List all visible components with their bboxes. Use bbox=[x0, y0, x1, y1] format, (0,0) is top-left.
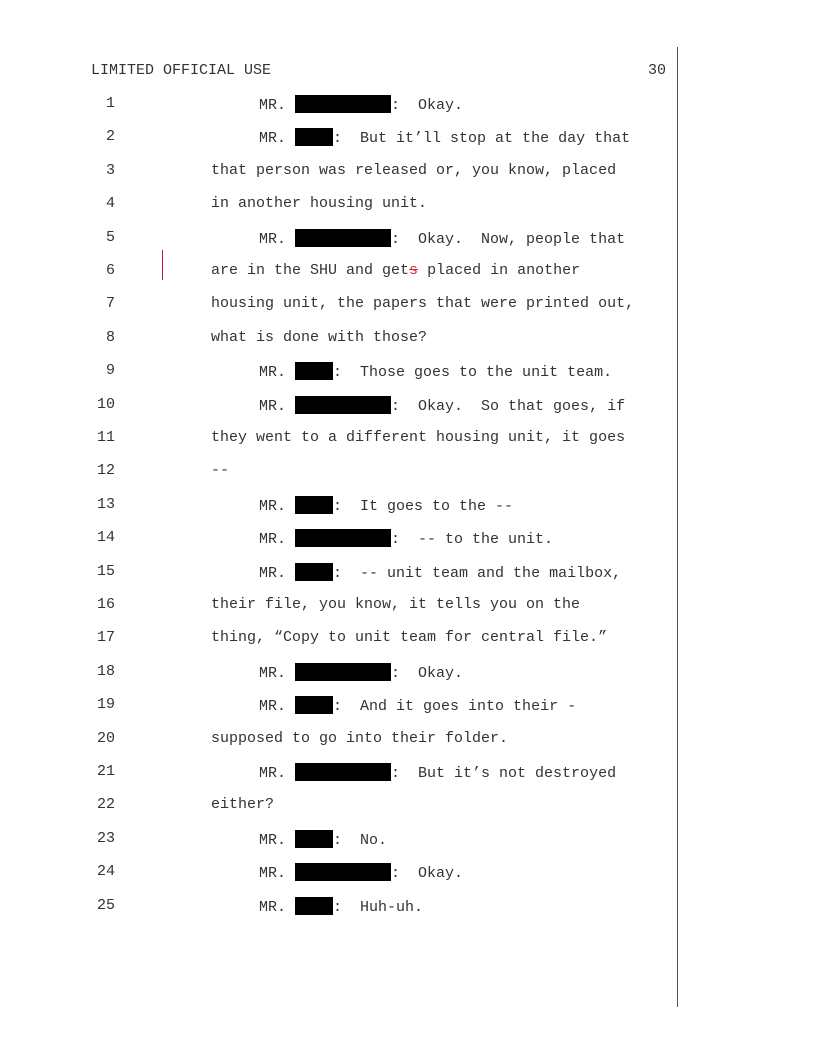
line-number: 14 bbox=[96, 529, 115, 546]
redaction-box bbox=[295, 396, 391, 414]
line-text bbox=[259, 128, 630, 147]
line-text bbox=[259, 696, 576, 715]
speaker-label: MR. bbox=[259, 832, 287, 849]
transcript-line bbox=[0, 763, 816, 783]
speaker-label: MR. bbox=[259, 899, 287, 916]
utterance-text: : No. bbox=[333, 832, 388, 849]
line-number: 7 bbox=[105, 295, 115, 312]
redaction-box bbox=[295, 95, 391, 113]
transcript-line bbox=[0, 563, 816, 583]
line-text: in another housing unit. bbox=[211, 195, 428, 212]
line-number: 10 bbox=[96, 396, 115, 413]
line-number: 11 bbox=[96, 429, 115, 446]
transcript-line bbox=[0, 429, 816, 449]
line-number: 4 bbox=[105, 195, 115, 212]
line-number: 6 bbox=[105, 262, 115, 279]
utterance-text: : But it’ll stop at the day that bbox=[333, 130, 631, 147]
transcript-line bbox=[0, 796, 816, 816]
line-number: 19 bbox=[96, 696, 115, 713]
speaker-label: MR. bbox=[259, 398, 287, 415]
line-text bbox=[259, 396, 625, 415]
speaker-label: MR. bbox=[259, 231, 287, 248]
line-number: 2 bbox=[105, 128, 115, 145]
line-number: 12 bbox=[96, 462, 115, 479]
line-number: 5 bbox=[105, 229, 115, 246]
line-number: 15 bbox=[96, 563, 115, 580]
speaker-label: MR. bbox=[259, 698, 287, 715]
speaker-label: MR. bbox=[259, 531, 287, 548]
utterance-text: : Okay. bbox=[391, 665, 464, 682]
line-text bbox=[259, 229, 625, 248]
utterance-text: : -- unit team and the mailbox, bbox=[333, 565, 622, 582]
speaker-label: MR. bbox=[259, 364, 287, 381]
transcript-line bbox=[0, 730, 816, 750]
transcript-line bbox=[0, 629, 816, 649]
line-text: what is done with those? bbox=[211, 329, 428, 346]
speaker-label: MR. bbox=[259, 565, 287, 582]
redaction-box bbox=[295, 496, 333, 514]
transcript-line bbox=[0, 329, 816, 349]
line-text bbox=[259, 529, 553, 548]
line-text: their file, you know, it tells you on the bbox=[211, 596, 581, 613]
transcript-line bbox=[0, 529, 816, 549]
utterance-text: : It goes to the -- bbox=[333, 498, 514, 515]
redaction-box bbox=[295, 830, 333, 848]
transcript-line bbox=[0, 496, 816, 516]
transcript-line bbox=[0, 95, 816, 115]
transcript-line bbox=[0, 262, 816, 282]
line-text bbox=[259, 563, 621, 582]
utterance-text: : Okay. bbox=[391, 865, 464, 882]
line-number: 1 bbox=[105, 95, 115, 112]
line-text bbox=[259, 362, 612, 381]
transcript-line bbox=[0, 195, 816, 215]
transcript-line bbox=[0, 863, 816, 883]
line-number: 25 bbox=[96, 897, 115, 914]
transcript-line bbox=[0, 162, 816, 182]
line-number: 23 bbox=[96, 830, 115, 847]
redaction-box bbox=[295, 897, 333, 915]
utterance-text: : Huh-uh. bbox=[333, 899, 424, 916]
transcript-line bbox=[0, 295, 816, 315]
line-number: 17 bbox=[96, 629, 115, 646]
transcript-line bbox=[0, 362, 816, 382]
speaker-label: MR. bbox=[259, 130, 287, 147]
transcript-line bbox=[0, 830, 816, 850]
transcript-line bbox=[0, 396, 816, 416]
utterance-text: : Okay. bbox=[391, 97, 464, 114]
line-text: supposed to go into their folder. bbox=[211, 730, 509, 747]
transcript-line bbox=[0, 696, 816, 716]
line-number: 8 bbox=[105, 329, 115, 346]
redaction-box bbox=[295, 763, 391, 781]
line-text: housing unit, the papers that were printed out, bbox=[211, 295, 635, 312]
utterance-text: : And it goes into their - bbox=[333, 698, 577, 715]
line-number: 18 bbox=[96, 663, 115, 680]
line-text bbox=[259, 95, 463, 114]
redaction-box bbox=[295, 128, 333, 146]
redaction-box bbox=[295, 663, 391, 681]
speaker-label: MR. bbox=[259, 765, 287, 782]
utterance-text: : Okay. Now, people that bbox=[391, 231, 626, 248]
page-number: 30 bbox=[647, 62, 666, 79]
struck-text: s bbox=[409, 262, 419, 279]
line-text: that person was released or, you know, placed bbox=[211, 162, 617, 179]
line-text: they went to a different housing unit, it goes bbox=[211, 429, 626, 446]
line-text bbox=[259, 496, 513, 515]
line-number: 9 bbox=[105, 362, 115, 379]
utterance-text: placed in another bbox=[418, 262, 581, 279]
transcript-line bbox=[0, 663, 816, 683]
line-text bbox=[259, 830, 387, 849]
line-number: 3 bbox=[105, 162, 115, 179]
line-number: 13 bbox=[96, 496, 115, 513]
speaker-label: MR. bbox=[259, 498, 287, 515]
redaction-box bbox=[295, 362, 333, 380]
line-number: 21 bbox=[96, 763, 115, 780]
speaker-label: MR. bbox=[259, 97, 287, 114]
line-text bbox=[211, 262, 580, 279]
classification-header: LIMITED OFFICIAL USE bbox=[91, 62, 272, 79]
redaction-box bbox=[295, 529, 391, 547]
line-text bbox=[259, 663, 463, 682]
line-number: 16 bbox=[96, 596, 115, 613]
redaction-box bbox=[295, 229, 391, 247]
line-text: either? bbox=[211, 796, 275, 813]
redaction-box bbox=[295, 863, 391, 881]
transcript-line bbox=[0, 462, 816, 482]
line-text: -- bbox=[211, 462, 230, 479]
utterance-text: : But it’s not destroyed bbox=[391, 765, 617, 782]
transcript-line bbox=[0, 596, 816, 616]
redaction-box bbox=[295, 563, 333, 581]
redaction-box bbox=[295, 696, 333, 714]
transcript-line bbox=[0, 897, 816, 917]
speaker-label: MR. bbox=[259, 665, 287, 682]
line-text bbox=[259, 897, 423, 916]
line-number: 22 bbox=[96, 796, 115, 813]
utterance-text: : -- to the unit. bbox=[391, 531, 554, 548]
line-number: 20 bbox=[96, 730, 115, 747]
line-number: 24 bbox=[96, 863, 115, 880]
line-text bbox=[259, 863, 463, 882]
utterance-text: : Those goes to the unit team. bbox=[333, 364, 613, 381]
utterance-text: : Okay. So that goes, if bbox=[391, 398, 626, 415]
line-text: thing, “Copy to unit team for central file.” bbox=[211, 629, 608, 646]
speaker-label: MR. bbox=[259, 865, 287, 882]
utterance-text: are in the SHU and get bbox=[211, 262, 410, 279]
transcript-line bbox=[0, 229, 816, 249]
line-text bbox=[259, 763, 616, 782]
transcript-line bbox=[0, 128, 816, 148]
